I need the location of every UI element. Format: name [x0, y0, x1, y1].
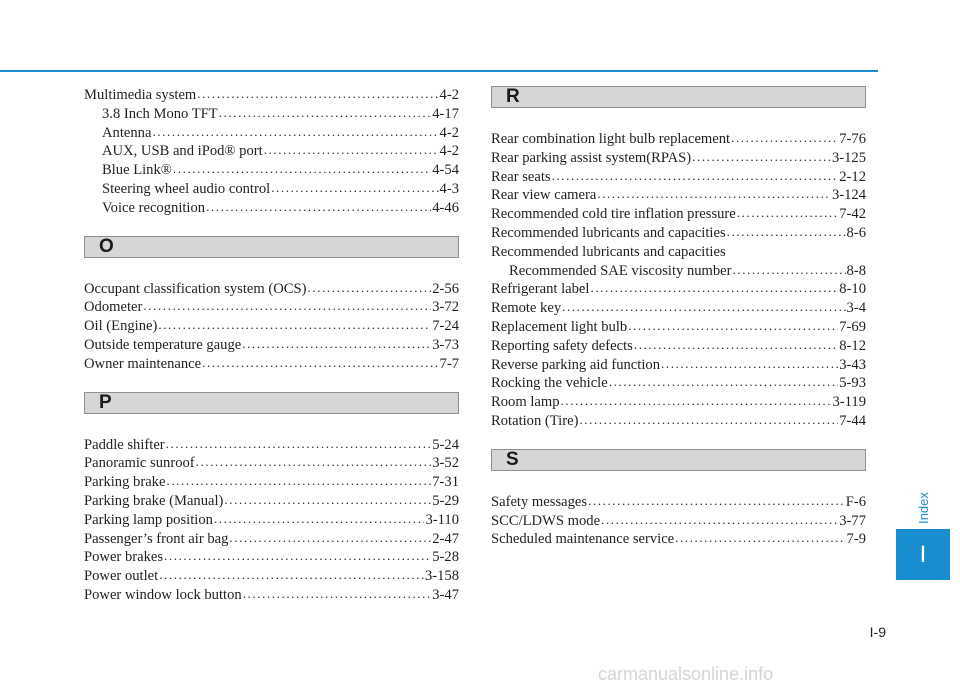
- entry-page: 7-44: [839, 412, 866, 429]
- entry-page: 7-69: [839, 318, 866, 335]
- section-header-o: [84, 236, 459, 258]
- entry-title: Parking brake: [84, 474, 166, 491]
- index-entry: [84, 454, 459, 473]
- index-subentry: [84, 142, 459, 161]
- section-header-s: [491, 449, 866, 471]
- index-entry: [491, 512, 866, 531]
- entry-page: 3-124: [831, 187, 866, 204]
- index-entry: [491, 530, 866, 549]
- entry-page: 2-56: [432, 280, 459, 297]
- index-subentry: [84, 180, 459, 199]
- section-header-r: [491, 86, 866, 108]
- entry-title: Scheduled maintenance service: [491, 531, 675, 548]
- index-subentry: [491, 262, 866, 281]
- entry-title: Steering wheel audio control: [102, 180, 271, 197]
- left-column: [84, 86, 459, 605]
- index-tab: [896, 529, 950, 580]
- entry-title: Power window lock button: [84, 586, 242, 603]
- index-entry: [84, 548, 459, 567]
- entry-page: 3-125: [831, 149, 866, 166]
- index-entry: [84, 473, 459, 492]
- index-subentry: [84, 124, 459, 143]
- entry-title: Refrigerant label: [491, 281, 590, 298]
- entry-page: 3-4: [846, 300, 866, 317]
- index-entry: [84, 317, 459, 336]
- entry-page: 8-12: [839, 337, 866, 354]
- entry-title: Odometer: [84, 299, 143, 316]
- entry-page: 5-28: [432, 549, 459, 566]
- index-entry: [84, 530, 459, 549]
- index-entry: [84, 436, 459, 455]
- entry-title: Recommended lubricants and capacities: [491, 243, 726, 260]
- index-entry: [491, 130, 866, 149]
- entry-title: Outside temperature gauge: [84, 336, 242, 353]
- section-header-p: [84, 392, 459, 414]
- entry-page: 3-158: [424, 568, 459, 585]
- entry-title: Recommended SAE viscosity number: [509, 262, 732, 279]
- entry-page: 4-2: [439, 87, 459, 103]
- entry-title: Remote key: [491, 300, 562, 317]
- index-entry: [84, 298, 459, 317]
- entry-page: 4-54: [432, 162, 459, 179]
- entry-page: 3-52: [432, 455, 459, 472]
- entry-title: Rear combination light bulb replacement: [491, 131, 731, 147]
- entry-page: 3-72: [432, 299, 459, 316]
- index-entry: [84, 492, 459, 511]
- entry-title: Antenna: [102, 124, 152, 141]
- index-entry: [491, 374, 866, 393]
- entry-page: 5-93: [839, 375, 866, 392]
- index-entry: [491, 149, 866, 168]
- entry-title: Multimedia system: [84, 87, 197, 103]
- entry-page: 3-73: [432, 336, 459, 353]
- index-entry: [491, 299, 866, 318]
- section-letter: R: [506, 86, 520, 107]
- entry-page: 7-76: [839, 131, 866, 147]
- entry-page: 4-3: [439, 180, 459, 197]
- index-entry: [84, 511, 459, 530]
- index-entry: [491, 337, 866, 356]
- index-entry: [84, 567, 459, 586]
- entry-page: 3-43: [839, 356, 866, 373]
- entry-page: F-6: [845, 493, 866, 510]
- watermark: carmanualsonline.info: [598, 664, 774, 684]
- entry-page: 3-47: [432, 586, 459, 603]
- entry-title: Replacement light bulb: [491, 318, 628, 335]
- index-group-heading: [491, 243, 866, 262]
- entry-title: Parking lamp position: [84, 511, 213, 528]
- entry-title: Rear parking assist system(RPAS): [491, 149, 692, 166]
- entry-page: 8-6: [846, 224, 866, 241]
- index-entry: [84, 355, 459, 374]
- index-entry: [491, 280, 866, 299]
- index-entry: [491, 186, 866, 205]
- entry-title: Oil (Engine): [84, 318, 158, 335]
- index-subentry: [84, 199, 459, 218]
- index-entry: [84, 280, 459, 299]
- index-side-label: Index: [915, 492, 931, 524]
- entry-title: Panoramic sunroof: [84, 455, 195, 472]
- entry-page: 7-9: [846, 531, 866, 548]
- entry-page: 7-42: [839, 206, 866, 223]
- index-entry: [84, 86, 459, 105]
- entry-title: Blue Link®: [102, 162, 172, 179]
- entry-page: 5-24: [432, 436, 459, 453]
- right-column: [491, 86, 866, 549]
- index-entry: [84, 586, 459, 605]
- section-letter: P: [99, 391, 112, 413]
- index-entry: [491, 412, 866, 431]
- index-tab-letter: I: [919, 540, 927, 568]
- index-entry: [491, 356, 866, 375]
- entry-title: Recommended cold tire inflation pressure: [491, 206, 736, 223]
- entry-page: 3-119: [832, 394, 866, 411]
- entry-title: Room lamp: [491, 394, 560, 411]
- entry-page: 3-77: [839, 512, 866, 529]
- entry-title: Safety messages: [491, 493, 588, 510]
- entry-title: Rear view camera: [491, 187, 597, 204]
- entry-title: Owner maintenance: [84, 355, 202, 372]
- index-subentry: [84, 161, 459, 180]
- entry-title: Reporting safety defects: [491, 337, 633, 354]
- entry-page: 2-47: [432, 530, 459, 547]
- index-entry: [491, 168, 866, 187]
- entry-title: Occupant classification system (OCS): [84, 280, 307, 297]
- entry-page: 8-10: [839, 281, 866, 298]
- index-entry: [491, 318, 866, 337]
- entry-page: 4-46: [432, 199, 459, 216]
- entry-title: Voice recognition: [102, 199, 206, 216]
- page-number: I-9: [869, 624, 886, 640]
- entry-page: 7-31: [432, 474, 459, 491]
- index-entry: [491, 393, 866, 412]
- index-subentry: [84, 105, 459, 124]
- top-rule: [0, 70, 878, 72]
- entry-title: Parking brake (Manual): [84, 492, 224, 509]
- entry-title: Rotation (Tire): [491, 412, 579, 429]
- entry-page: 7-7: [439, 355, 459, 372]
- index-entry: [491, 205, 866, 224]
- entry-page: 4-17: [432, 105, 459, 122]
- entry-page: 4-2: [439, 124, 459, 141]
- section-letter: S: [506, 448, 519, 470]
- entry-page: 5-29: [432, 492, 459, 509]
- section-letter: O: [99, 235, 114, 257]
- index-entry: [84, 336, 459, 355]
- entry-title: Paddle shifter: [84, 436, 165, 453]
- entry-title: Reverse parking aid function: [491, 356, 660, 373]
- entry-title: Recommended lubricants and capacities: [491, 224, 726, 241]
- entry-title: Rocking the vehicle: [491, 375, 608, 392]
- index-entry: [491, 224, 866, 243]
- entry-page: 4-2: [439, 143, 459, 160]
- entry-page: 8-8: [846, 262, 866, 279]
- entry-page: 7-24: [432, 318, 459, 335]
- entry-title: Power outlet: [84, 568, 159, 585]
- entry-title: 3.8 Inch Mono TFT: [102, 105, 218, 122]
- entry-title: Passenger’s front air bag: [84, 530, 229, 547]
- entry-title: Rear seats: [491, 168, 551, 185]
- entry-title: Power brakes: [84, 549, 164, 566]
- entry-page: 3-110: [425, 511, 459, 528]
- entry-title: AUX, USB and iPod® port: [102, 143, 263, 160]
- entry-page: 2-12: [839, 168, 866, 185]
- index-entry: [491, 493, 866, 512]
- entry-title: SCC/LDWS mode: [491, 512, 601, 529]
